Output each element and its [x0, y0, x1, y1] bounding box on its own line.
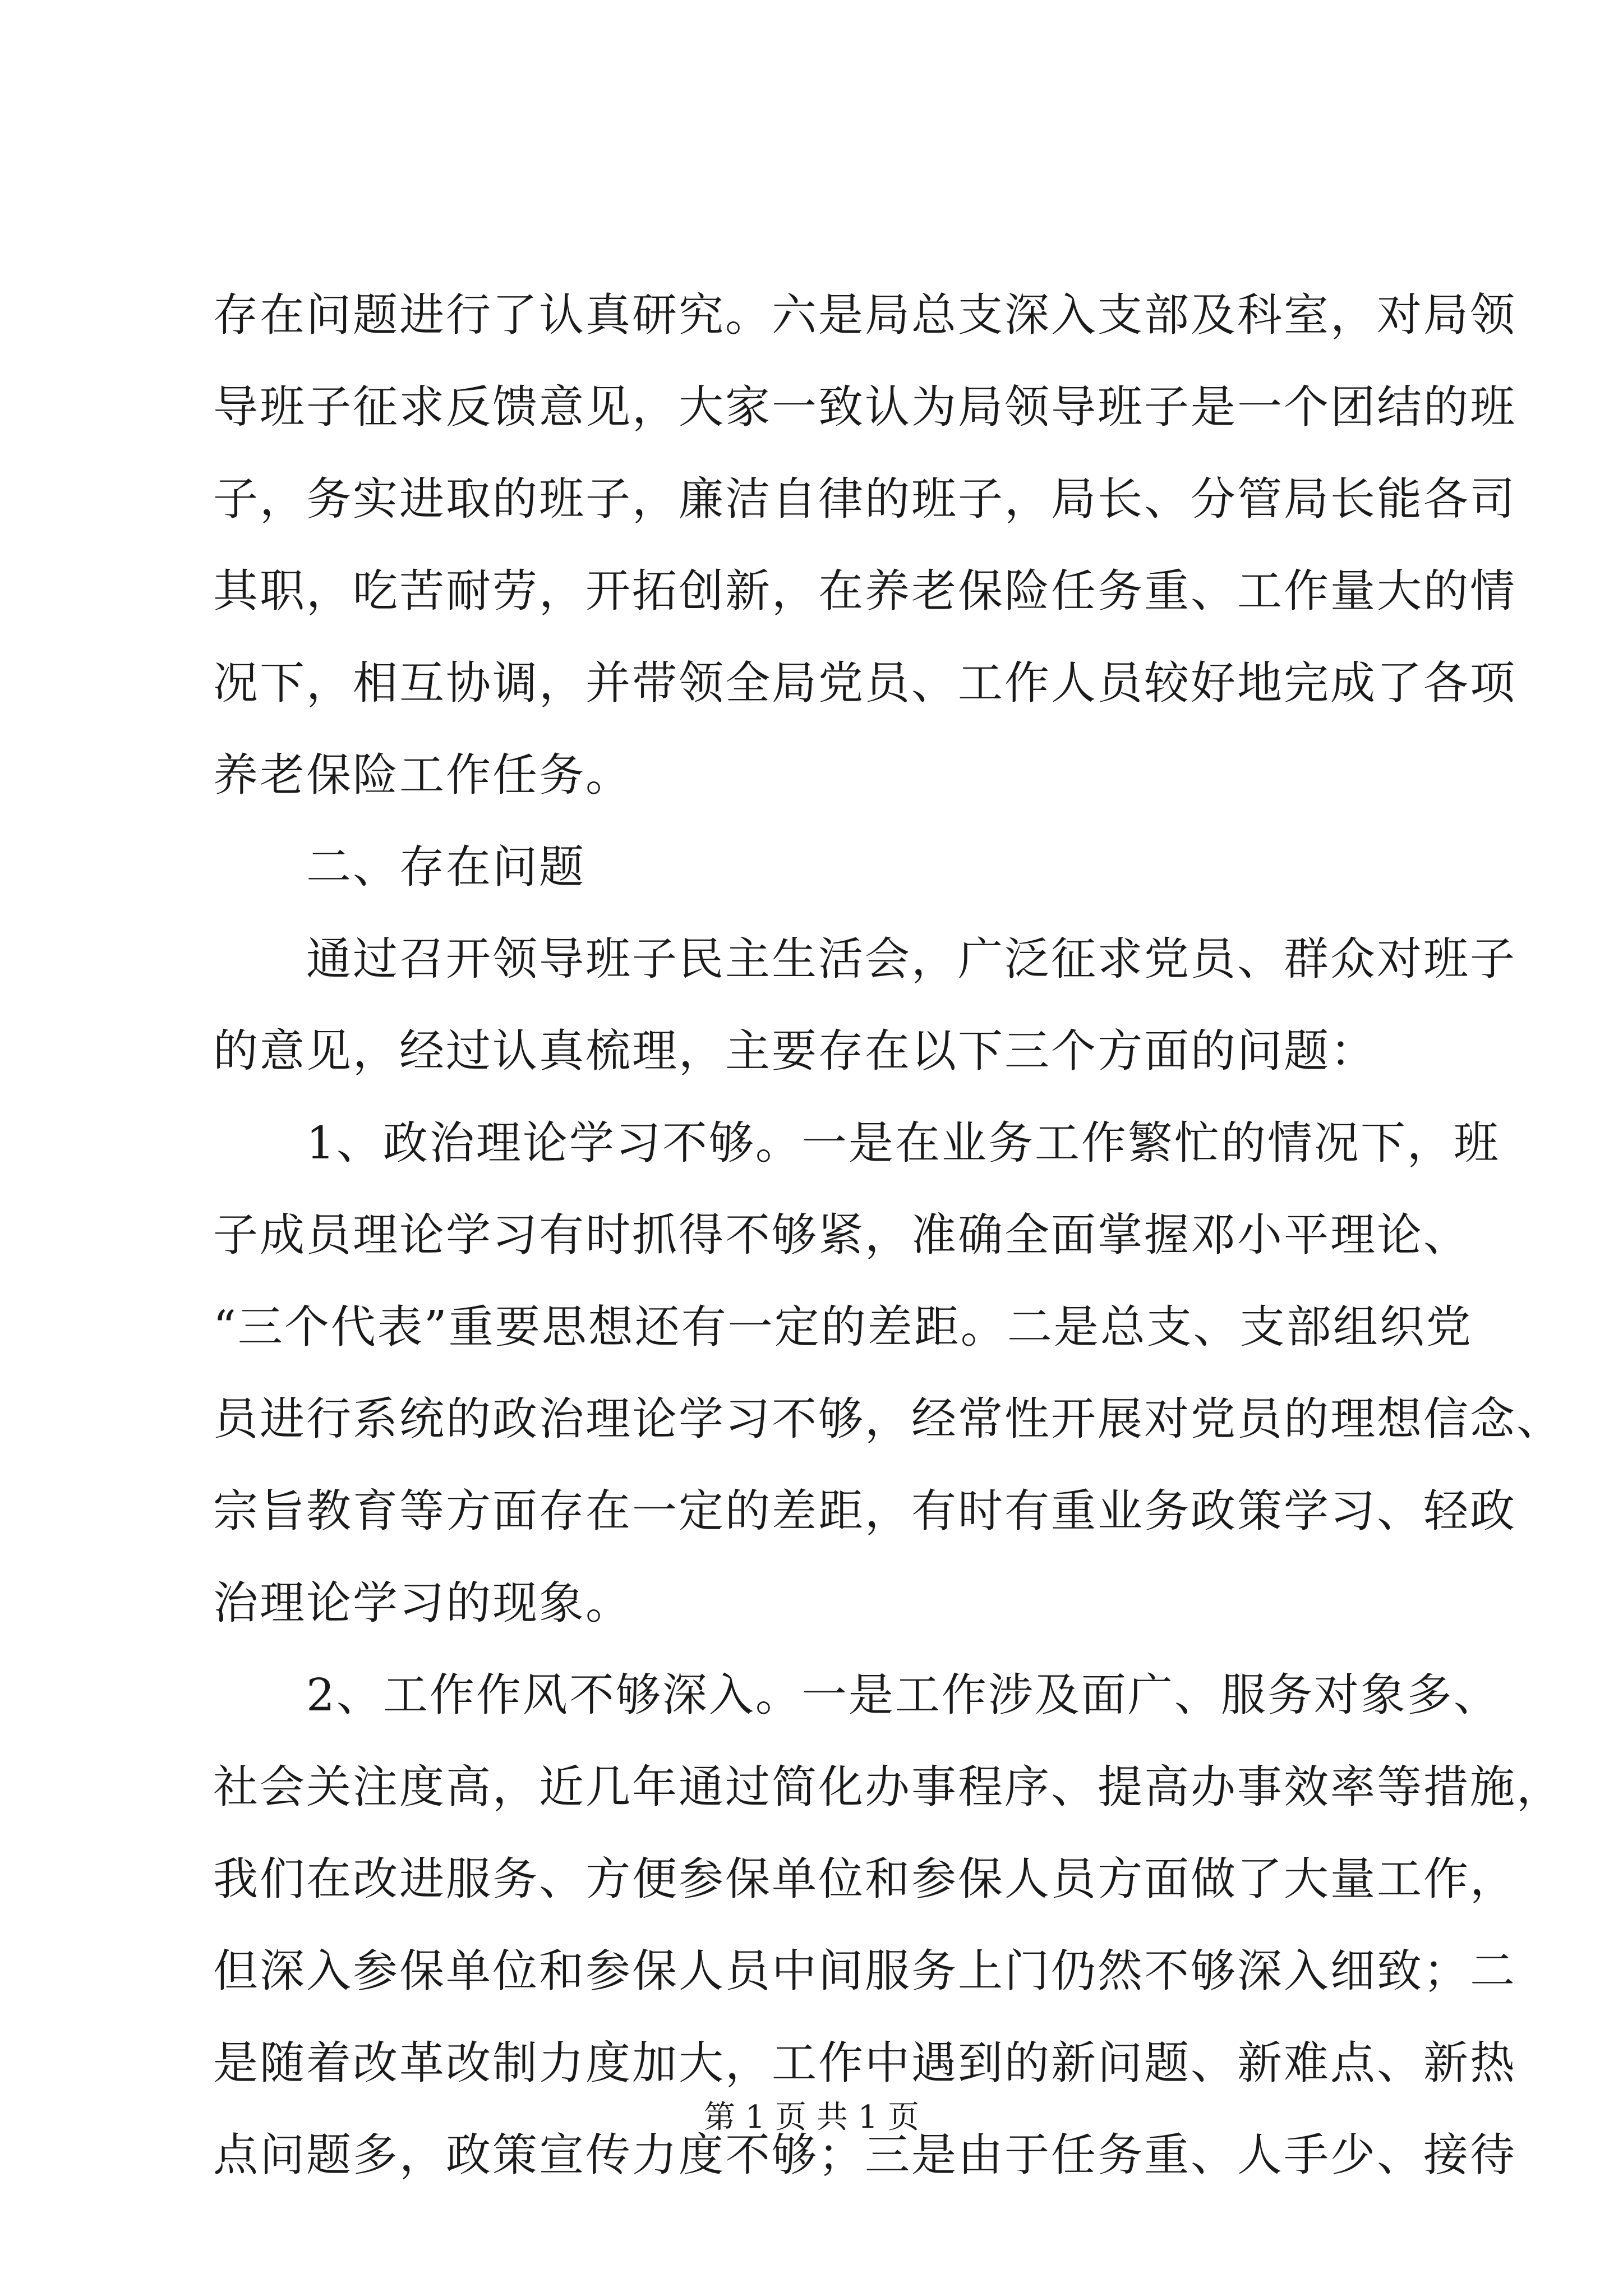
text-line: 1、政治理论学习不够。一是在业务工作繁忙的情况下，班 [306, 1117, 1500, 1169]
text-line: 子成员理论学习有时抓得不够紧，准确全面掌握邓小平理论、 [213, 1209, 1470, 1261]
text-line: 的意见，经过认真梳理，主要存在以下三个方面的问题： [213, 1025, 1377, 1077]
text-line: 况下，相互协调，并带领全局党员、工作人员较好地完成了各项 [213, 657, 1516, 709]
text-line: 我们在改进服务、方便参保单位和参保人员方面做了大量工作， [213, 1853, 1516, 1905]
text-line: 治理论学习的现象。 [213, 1577, 632, 1629]
document-body [213, 269, 1563, 2201]
text-line: 通过召开领导班子民主生活会，广泛征求党员、群众对班子 [306, 933, 1516, 985]
text-line: 养老保险工作任务。 [213, 749, 632, 801]
page-footer: 第 1 页 共 1 页 [703, 2099, 920, 2136]
text-line: 存在问题进行了认真研究。六是局总支深入支部及科室，对局领 [213, 289, 1516, 341]
text-line: 但深入参保单位和参保人员中间服务上门仍然不够深入细致；二 [213, 1945, 1516, 1997]
text-line: 点问题多，政策宣传力度不够；三是由于任务重、人手少、接待 [213, 2129, 1516, 2181]
section-heading: 二、存在问题 [306, 841, 585, 893]
text-line: 社会关注度高，近几年通过简化办事程序、提高办事效率等措施， [213, 1761, 1563, 1813]
text-line: 子，务实进取的班子，廉洁自律的班子，局长、分管局长能各司 [213, 473, 1516, 525]
text-line: 是随着改革改制力度加大，工作中遇到的新问题、新难点、新热 [213, 2037, 1516, 2089]
text-line: 导班子征求反馈意见，大家一致认为局领导班子是一个团结的班 [213, 381, 1516, 433]
text-line: “三个代表”重要思想还有一定的差距。二是总支、支部组织党 [213, 1301, 1473, 1353]
text-line: 宗旨教育等方面存在一定的差距，有时有重业务政策学习、轻政 [213, 1485, 1516, 1537]
text-line: 2、工作作风不够深入。一是工作涉及面广、服务对象多、 [306, 1669, 1500, 1721]
text-line: 员进行系统的政治理论学习不够，经常性开展对党员的理想信念、 [213, 1393, 1563, 1445]
text-line: 其职，吃苦耐劳，开拓创新，在养老保险任务重、工作量大的情 [213, 565, 1516, 617]
